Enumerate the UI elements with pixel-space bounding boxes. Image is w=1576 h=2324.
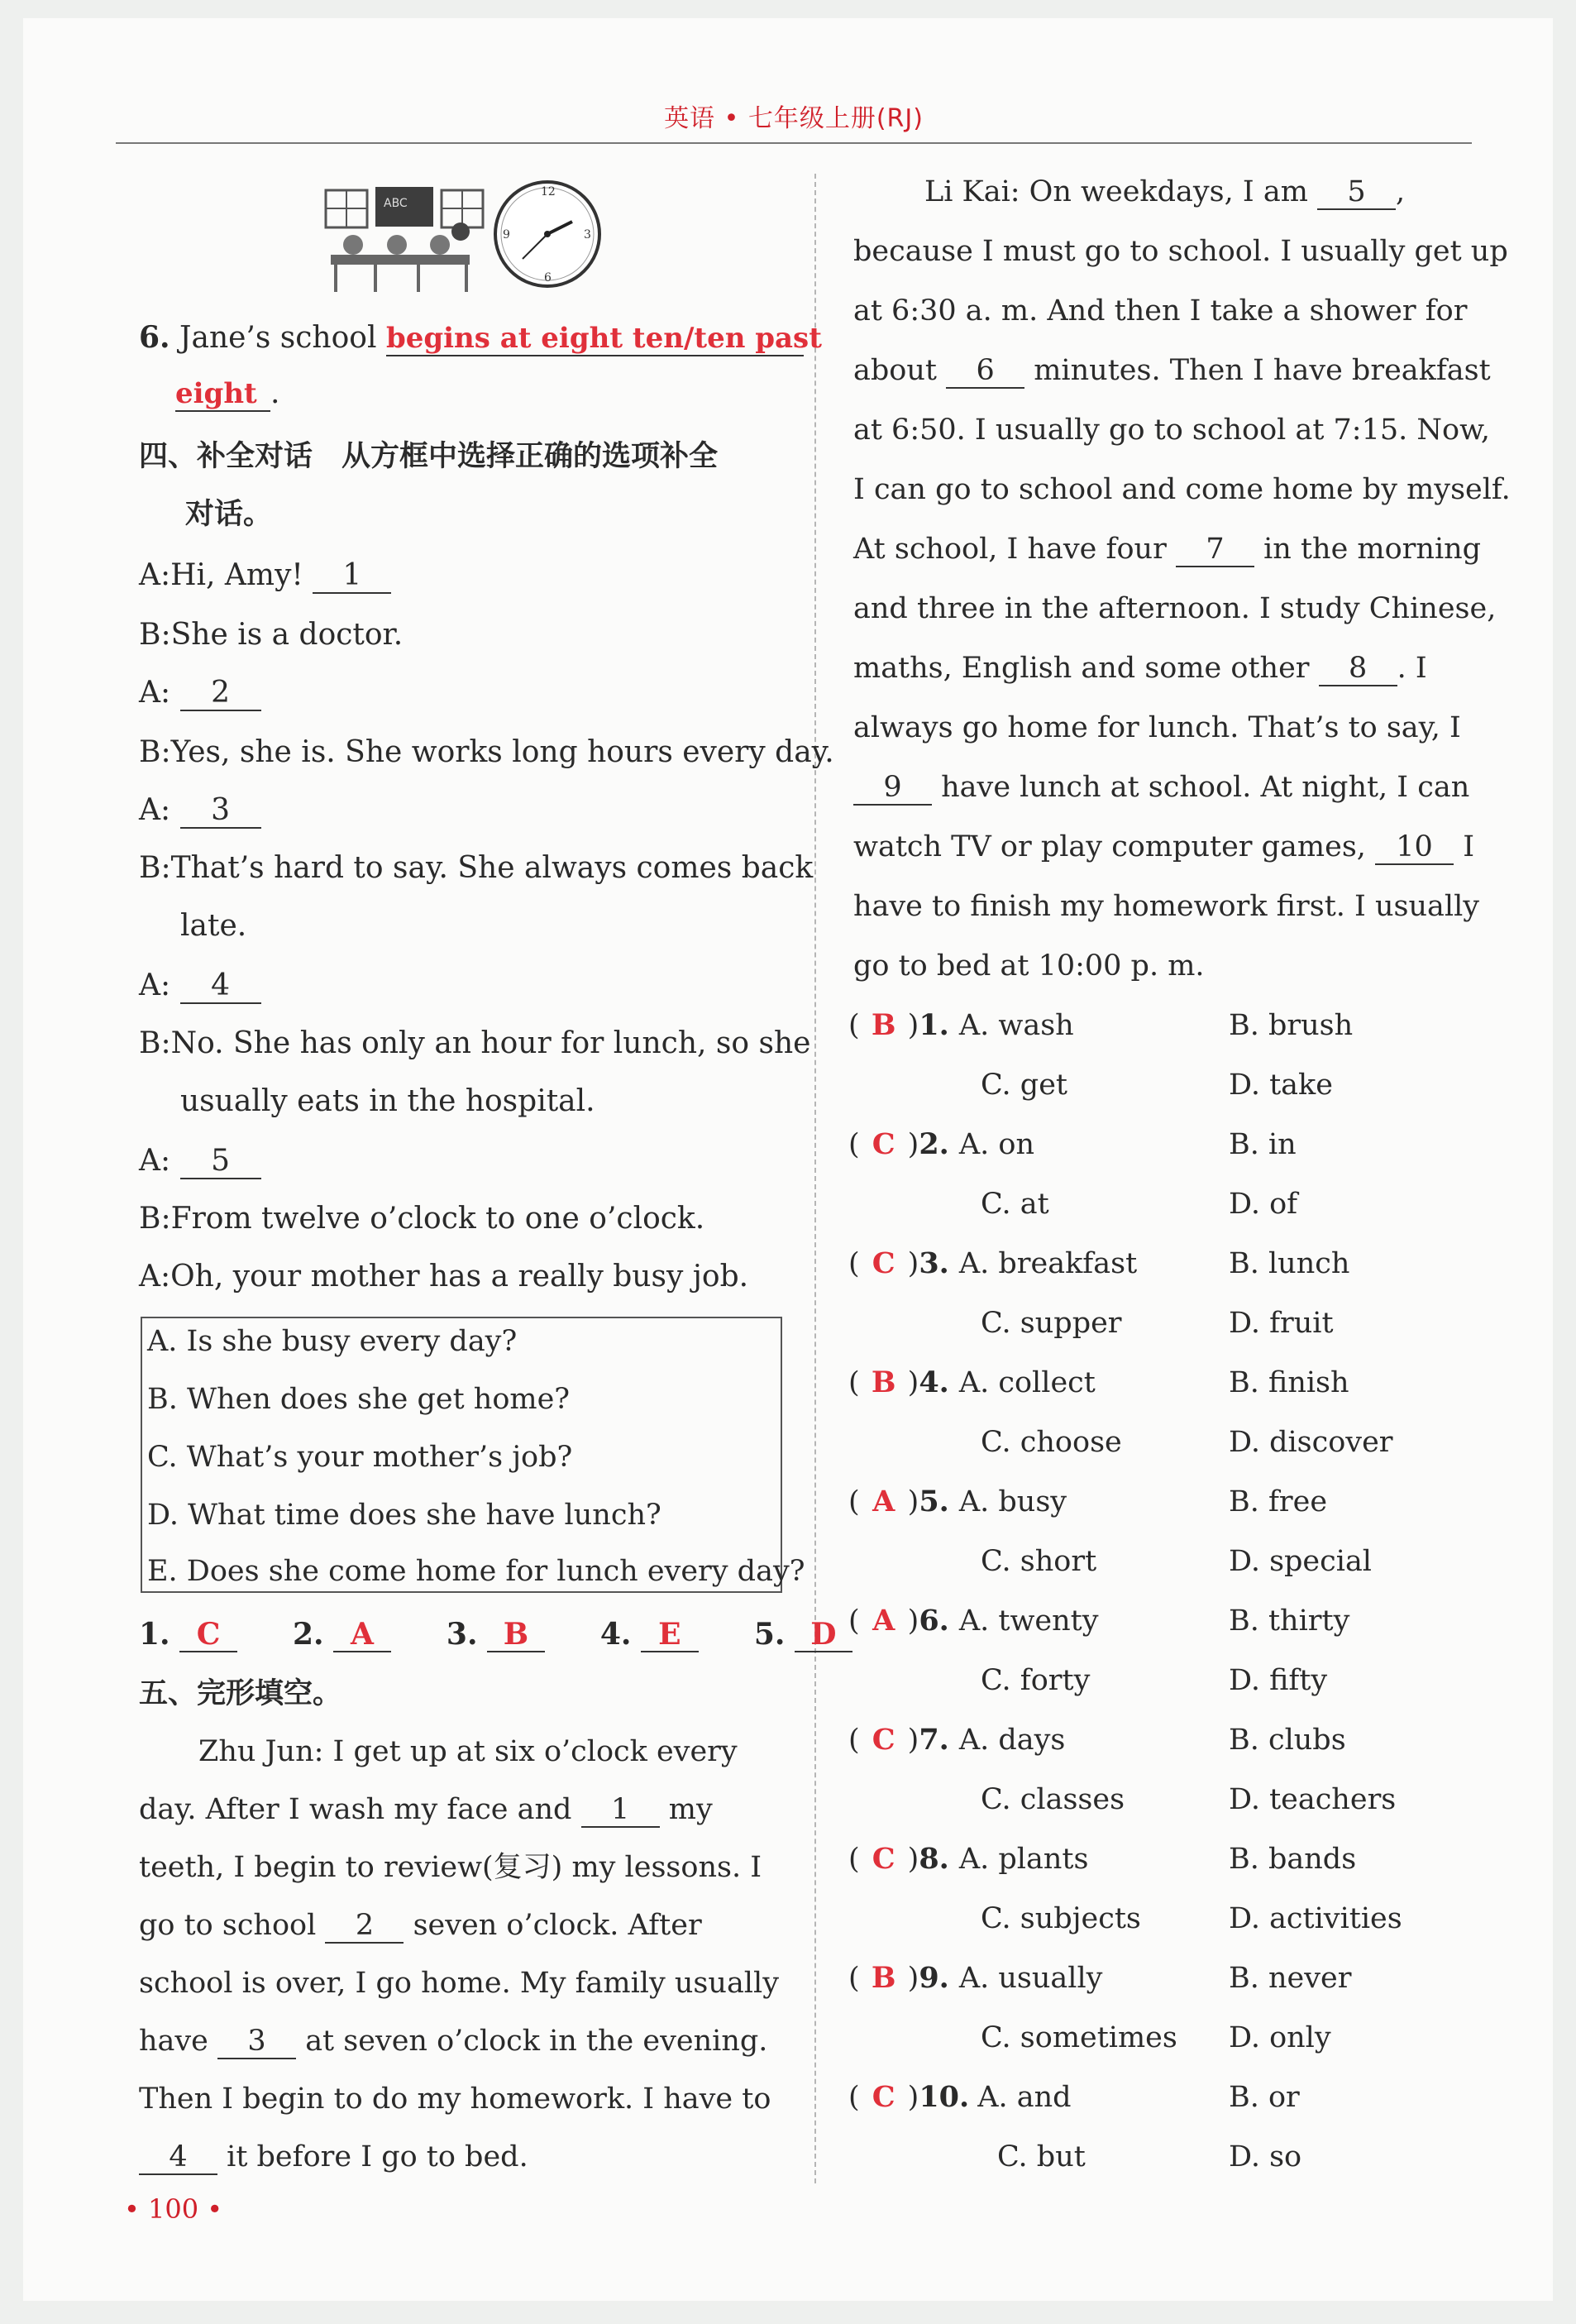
- choice-option[interactable]: C. sometimes: [981, 2021, 1177, 2054]
- passage-line: watch TV or play computer games, 10 I: [853, 830, 1475, 863]
- choice-option[interactable]: A. wash: [958, 1009, 1074, 1042]
- choice-row: ( C )10. A. and: [848, 2080, 1072, 2114]
- clock-number: 6: [544, 271, 552, 285]
- passage-line: about 6 minutes. Then I have breakfast: [853, 354, 1491, 387]
- choice-answer[interactable]: B: [871, 1365, 896, 1399]
- dialogue-line: A: 4: [139, 968, 261, 1004]
- column-divider: [814, 174, 816, 2183]
- dialogue-blank[interactable]: 1: [313, 559, 391, 594]
- passage-line: always go home for lunch. That’s to say, I: [853, 711, 1461, 744]
- dialogue-line-cont: late.: [180, 909, 247, 943]
- choice-option[interactable]: A. breakfast: [958, 1247, 1138, 1280]
- choice-option[interactable]: D. special: [1229, 1545, 1373, 1578]
- clock-number: 12: [541, 185, 556, 198]
- choice-option[interactable]: D. discover: [1229, 1426, 1393, 1459]
- choice-number: 9.: [919, 1961, 949, 1995]
- choice-number: 8.: [919, 1842, 949, 1876]
- choice-row: ( B )9. A. usually: [848, 1961, 1103, 1995]
- choice-option[interactable]: D. of: [1229, 1188, 1298, 1221]
- choice-option[interactable]: D. teachers: [1229, 1783, 1397, 1816]
- clock-number: 3: [584, 228, 591, 241]
- cloze-blank[interactable]: 3: [217, 2025, 296, 2059]
- choice-option[interactable]: B. or: [1229, 2081, 1300, 2114]
- choice-row: ( C )7. A. days: [848, 1723, 1066, 1757]
- choice-option[interactable]: A. twenty: [958, 1604, 1099, 1638]
- dialogue-line: B:No. She has only an hour for lunch, so she: [139, 1026, 811, 1060]
- passage-line: at 6:30 a. m. And then I take a shower for: [853, 294, 1468, 328]
- choice-row: ( C )8. A. plants: [848, 1842, 1089, 1876]
- passage-line: Then I begin to do my homework. I have to: [139, 2083, 771, 2116]
- dialogue-line: B:That’s hard to say. She always comes back: [139, 851, 814, 885]
- passage-line: teeth, I begin to review(复习) my lessons. I: [139, 1851, 762, 1884]
- answer-blank[interactable]: A: [333, 1618, 391, 1652]
- options-box: [141, 1317, 805, 1593]
- dialogue-blank[interactable]: 4: [180, 969, 261, 1004]
- choice-option[interactable]: A. busy: [958, 1485, 1067, 1518]
- dialogue-line: A: 2: [139, 675, 261, 711]
- choice-option[interactable]: A. plants: [958, 1843, 1089, 1876]
- choice-answer[interactable]: C: [872, 1246, 895, 1280]
- dialogue-line: B:Yes, she is. She works long hours every day.: [139, 735, 834, 769]
- choice-answer[interactable]: A: [872, 1604, 895, 1638]
- passage-line: go to bed at 10:00 p. m.: [853, 949, 1205, 983]
- choice-option[interactable]: B. finish: [1229, 1366, 1349, 1399]
- choice-answer[interactable]: C: [872, 1723, 895, 1757]
- passage-line: and three in the afternoon. I study Chinese,: [853, 592, 1497, 625]
- answer-blank[interactable]: E: [641, 1618, 699, 1652]
- choice-answer[interactable]: A: [872, 1485, 895, 1518]
- choice-option[interactable]: C. choose: [981, 1426, 1122, 1459]
- choice-row: ( C )2. A. on: [848, 1127, 1034, 1161]
- passage-line: because I must go to school. I usually get up: [853, 235, 1508, 268]
- choice-option[interactable]: C. classes: [981, 1783, 1125, 1816]
- choice-option[interactable]: D. so: [1229, 2140, 1302, 2173]
- q6-line2: eight .: [175, 376, 280, 410]
- classroom-illustration: [324, 172, 605, 299]
- passage-line: 4 it before I go to bed.: [139, 2139, 528, 2175]
- choice-option[interactable]: B. in: [1229, 1128, 1297, 1161]
- passage-line: day. After I wash my face and 1 my: [139, 1793, 713, 1826]
- choice-option[interactable]: C. subjects: [981, 1902, 1141, 1935]
- choice-number: 10.: [919, 2080, 970, 2114]
- cloze-blank[interactable]: 5: [1317, 175, 1396, 210]
- passage-line: have to finish my homework first. I usually: [853, 890, 1480, 923]
- dialogue-blank[interactable]: 3: [180, 794, 261, 829]
- cloze-blank[interactable]: 6: [946, 354, 1024, 389]
- cloze-blank[interactable]: 7: [1176, 533, 1254, 567]
- choice-answer[interactable]: C: [872, 1842, 895, 1876]
- choice-row: ( B )4. A. collect: [848, 1365, 1096, 1399]
- cloze-blank[interactable]: 1: [581, 1793, 660, 1828]
- dialogue-blank[interactable]: 2: [180, 677, 261, 711]
- choice-option[interactable]: A. days: [958, 1724, 1066, 1757]
- choice-answer[interactable]: C: [872, 1127, 895, 1161]
- choice-option[interactable]: D. fruit: [1229, 1307, 1334, 1340]
- choice-row: ( A )6. A. twenty: [848, 1604, 1099, 1638]
- option-item: B. When does she get home?: [147, 1383, 571, 1416]
- choice-row: ( C )3. A. breakfast: [848, 1246, 1138, 1280]
- section5-title: 五、完形填空。: [139, 1677, 342, 1710]
- choice-option[interactable]: D. fifty: [1229, 1664, 1328, 1697]
- passage-line: I can go to school and come home by myself.: [853, 473, 1511, 506]
- choice-option[interactable]: D. take: [1229, 1069, 1333, 1102]
- choice-option[interactable]: A. on: [958, 1128, 1034, 1161]
- passage-line: school is over, I go home. My family usually: [139, 1967, 779, 2000]
- passage-line: At school, I have four 7 in the morning: [853, 533, 1482, 566]
- dialogue-line: B:She is a doctor.: [139, 618, 404, 652]
- choice-number: 1.: [919, 1008, 949, 1042]
- passage-line: Li Kai: On weekdays, I am 5 ,: [924, 175, 1406, 208]
- dialogue-line: B:From twelve o’clock to one o’clock.: [139, 1202, 705, 1236]
- section4-title-cont: 对话。: [185, 498, 273, 531]
- dialogue-line: A:Oh, your mother has a really busy job.: [139, 1260, 749, 1294]
- answer-blank[interactable]: C: [179, 1618, 237, 1652]
- page-number: • 100 •: [124, 2193, 223, 2225]
- choice-option[interactable]: D. activities: [1229, 1902, 1402, 1935]
- option-item: D. What time does she have lunch?: [147, 1499, 661, 1532]
- choice-row: ( B )1. A. wash: [848, 1008, 1074, 1042]
- passage-line: Zhu Jun: I get up at six o’clock every: [198, 1735, 738, 1768]
- choice-option[interactable]: D. only: [1229, 2021, 1331, 2054]
- svg-text:ABC: ABC: [384, 197, 408, 210]
- choice-option[interactable]: B. lunch: [1229, 1247, 1350, 1280]
- cloze-blank[interactable]: 9: [853, 771, 932, 806]
- choice-option[interactable]: C. get: [981, 1069, 1067, 1102]
- section4-title: 四、补全对话 从方框中选择正确的选项补全: [139, 440, 719, 473]
- choice-option[interactable]: C. but: [997, 2140, 1086, 2173]
- cloze-blank[interactable]: 10: [1375, 830, 1454, 865]
- passage-line: at 6:50. I usually go to school at 7:15. Now,: [853, 414, 1491, 447]
- page-header: 英语 • 七年级上册(RJ): [664, 104, 924, 133]
- choice-option[interactable]: B. brush: [1229, 1009, 1354, 1042]
- choice-option[interactable]: C. short: [981, 1545, 1097, 1578]
- passage-line: have 3 at seven o’clock in the evening.: [139, 2025, 768, 2058]
- section4-answers: 1. C 2. A 3. B 4. E 5. D: [139, 1616, 852, 1653]
- choice-option[interactable]: B. never: [1229, 1962, 1352, 1995]
- choice-option[interactable]: B. clubs: [1229, 1724, 1346, 1757]
- choice-option[interactable]: B. bands: [1229, 1843, 1357, 1876]
- cloze-blank[interactable]: 4: [139, 2140, 217, 2175]
- choice-answer[interactable]: B: [871, 1008, 896, 1042]
- header-rule: [116, 142, 1472, 144]
- choice-answer[interactable]: B: [871, 1961, 896, 1995]
- choice-option[interactable]: B. thirty: [1229, 1604, 1350, 1638]
- cloze-blank[interactable]: 2: [325, 1909, 404, 1944]
- classroom-clock-image: [324, 172, 605, 296]
- option-item: A. Is she busy every day?: [147, 1325, 518, 1358]
- choice-number: 7.: [919, 1723, 949, 1757]
- passage-line: go to school 2 seven o’clock. After: [139, 1909, 702, 1942]
- choice-number: 5.: [919, 1485, 949, 1518]
- option-item: C. What’s your mother’s job?: [147, 1441, 573, 1474]
- choice-answer[interactable]: C: [872, 2080, 895, 2114]
- dialogue-blank[interactable]: 5: [180, 1145, 261, 1179]
- q6-line1: 6. Jane’s school begins at eight ten/ten past: [139, 320, 822, 355]
- choice-number: 6.: [919, 1604, 949, 1638]
- cloze-blank[interactable]: 8: [1319, 652, 1397, 686]
- choice-option[interactable]: B. free: [1229, 1485, 1328, 1518]
- choice-number: 3.: [919, 1246, 949, 1280]
- dialogue-line: A: 5: [139, 1143, 261, 1179]
- choice-option[interactable]: C. at: [981, 1188, 1049, 1221]
- passage-line: maths, English and some other 8 . I: [853, 652, 1427, 685]
- choice-number: 2.: [919, 1127, 949, 1161]
- option-item: E. Does she come home for lunch every day?: [147, 1555, 805, 1588]
- choice-option[interactable]: A. collect: [958, 1366, 1096, 1399]
- choice-option[interactable]: C. forty: [981, 1664, 1091, 1697]
- choice-number: 4.: [919, 1365, 949, 1399]
- q6-answer[interactable]: begins at eight ten/ten past: [385, 322, 822, 355]
- choice-option[interactable]: C. supper: [981, 1307, 1122, 1340]
- dialogue-line-cont: usually eats in the hospital.: [180, 1084, 595, 1118]
- dialogue-line: A: 3: [139, 792, 261, 829]
- choice-row: ( A )5. A. busy: [848, 1485, 1067, 1518]
- answer-blank[interactable]: B: [487, 1618, 545, 1652]
- clock-number: 9: [503, 228, 510, 241]
- passage-line: 9 have lunch at school. At night, I can: [853, 769, 1469, 806]
- dialogue-line: A:Hi, Amy! 1: [139, 557, 391, 594]
- q6-answer-cont[interactable]: eight: [175, 377, 270, 412]
- choice-option[interactable]: A. usually: [958, 1962, 1103, 1995]
- choice-option[interactable]: A. and: [977, 2081, 1072, 2114]
- answer-blank[interactable]: D: [795, 1618, 852, 1652]
